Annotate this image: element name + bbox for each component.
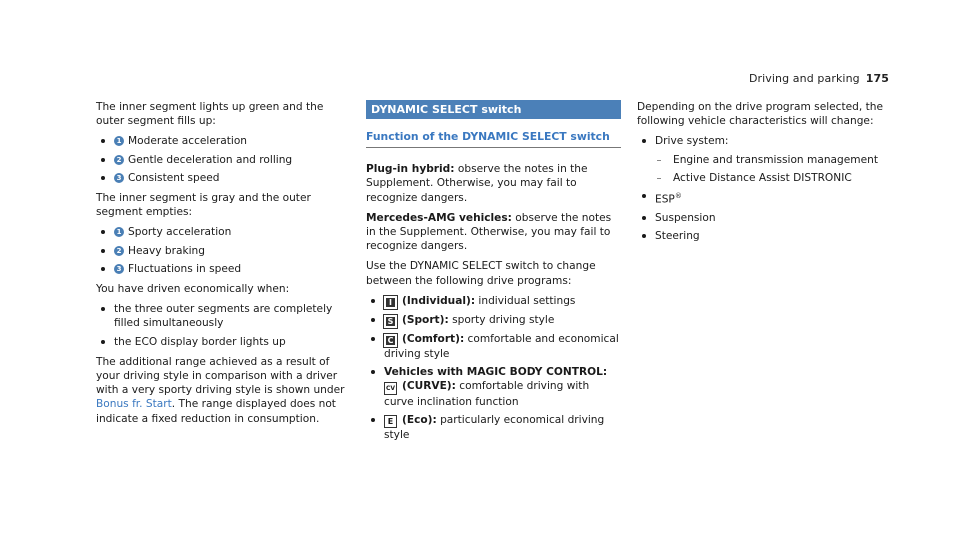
list-gray-segment (96, 225, 348, 276)
number-2-icon: 2 (114, 155, 124, 165)
number-1-icon: 1 (114, 227, 124, 237)
list-item-curve: Vehicles with MAGIC BODY CONTROL: CV (CURVE): comfortable driving with curve inclination function (366, 365, 621, 409)
paragraph-gray-segment: The inner segment is gray and the outer segment empties: (96, 192, 311, 219)
subheading: Function of the DYNAMIC SELECT switch (366, 130, 621, 148)
paragraph-use-switch: Use the DYNAMIC SELECT switch to change between the following drive programs: (366, 260, 596, 287)
list-item-eco: E (Eco): particularly economical driving style (366, 413, 621, 442)
list-green-segment (96, 134, 348, 185)
page-header (749, 72, 889, 85)
eco-program-icon: E (384, 415, 397, 428)
list-economical (96, 302, 348, 349)
curve-program-icon: CV (384, 382, 397, 395)
list-item: the ECO display border lights up (96, 335, 348, 349)
number-3-icon: 3 (114, 173, 124, 183)
number-1-icon: 1 (114, 136, 124, 146)
number-3-icon: 3 (114, 264, 124, 274)
list-item-steering: Steering (637, 229, 889, 243)
page-number: 175 (865, 72, 889, 85)
list-item-esp: ESP® (637, 189, 889, 207)
list-characteristics (637, 134, 889, 243)
section-banner: DYNAMIC SELECT switch (366, 100, 621, 119)
column-right (637, 100, 889, 249)
paragraph-green-segment: The inner segment lights up green and the outer segment fills up: (96, 101, 324, 128)
list-item: 2 Gentle deceleration and rolling (96, 153, 348, 167)
paragraph-amg: Mercedes-AMG vehicles: observe the notes in the Supplement. Otherwise, you may fail to recognize dangers. (366, 211, 612, 253)
list-item: 1 Moderate acceleration (96, 134, 348, 148)
list-item-individual: I (Individual): individual settings (366, 294, 621, 309)
paragraph-range: The additional range achieved as a result of your driving style in comparison with a driver with a very sporty driving style is shown under Bonus fr. Start. The range displayed does not indicate a fixed reduction in consumption. (96, 355, 345, 425)
bonus-link[interactable]: Bonus fr. Start (96, 398, 172, 411)
list-item: 3 Consistent speed (96, 171, 348, 185)
list-item-sport: S (Sport): sporty driving style (366, 313, 621, 328)
paragraph-economical: You have driven economically when: (96, 283, 290, 296)
list-item: the three outer segments are completely filled simultaneously (96, 302, 348, 330)
paragraph-characteristics: Depending on the drive program selected, the following vehicle characteristics will change: (637, 101, 884, 128)
comfort-program-icon: C (384, 334, 397, 347)
list-item-comfort: C (Comfort): comfortable and economical driving style (366, 332, 621, 361)
list-drive-programs (366, 294, 621, 443)
list-item: 1 Sporty acceleration (96, 225, 348, 239)
column-left (96, 100, 348, 432)
list-item-drive-system: Drive system: (637, 134, 889, 148)
list-item: 3 Fluctuations in speed (96, 262, 348, 276)
sport-program-icon: S (384, 315, 397, 328)
list-item: 2 Heavy braking (96, 244, 348, 258)
section-title: Driving and parking (748, 72, 860, 85)
paragraph-plug-in-hybrid: Plug-in hybrid: observe the notes in the Supplement. Otherwise, you may fail to recognize dangers. (366, 163, 588, 204)
list-subitem: Active Distance Assist DISTRONIC (637, 171, 889, 185)
list-item-suspension: Suspension (637, 211, 889, 225)
column-middle (366, 100, 621, 449)
list-subitem: Engine and transmission management (637, 153, 889, 167)
individual-program-icon: I (384, 296, 397, 309)
number-2-icon: 2 (114, 246, 124, 256)
